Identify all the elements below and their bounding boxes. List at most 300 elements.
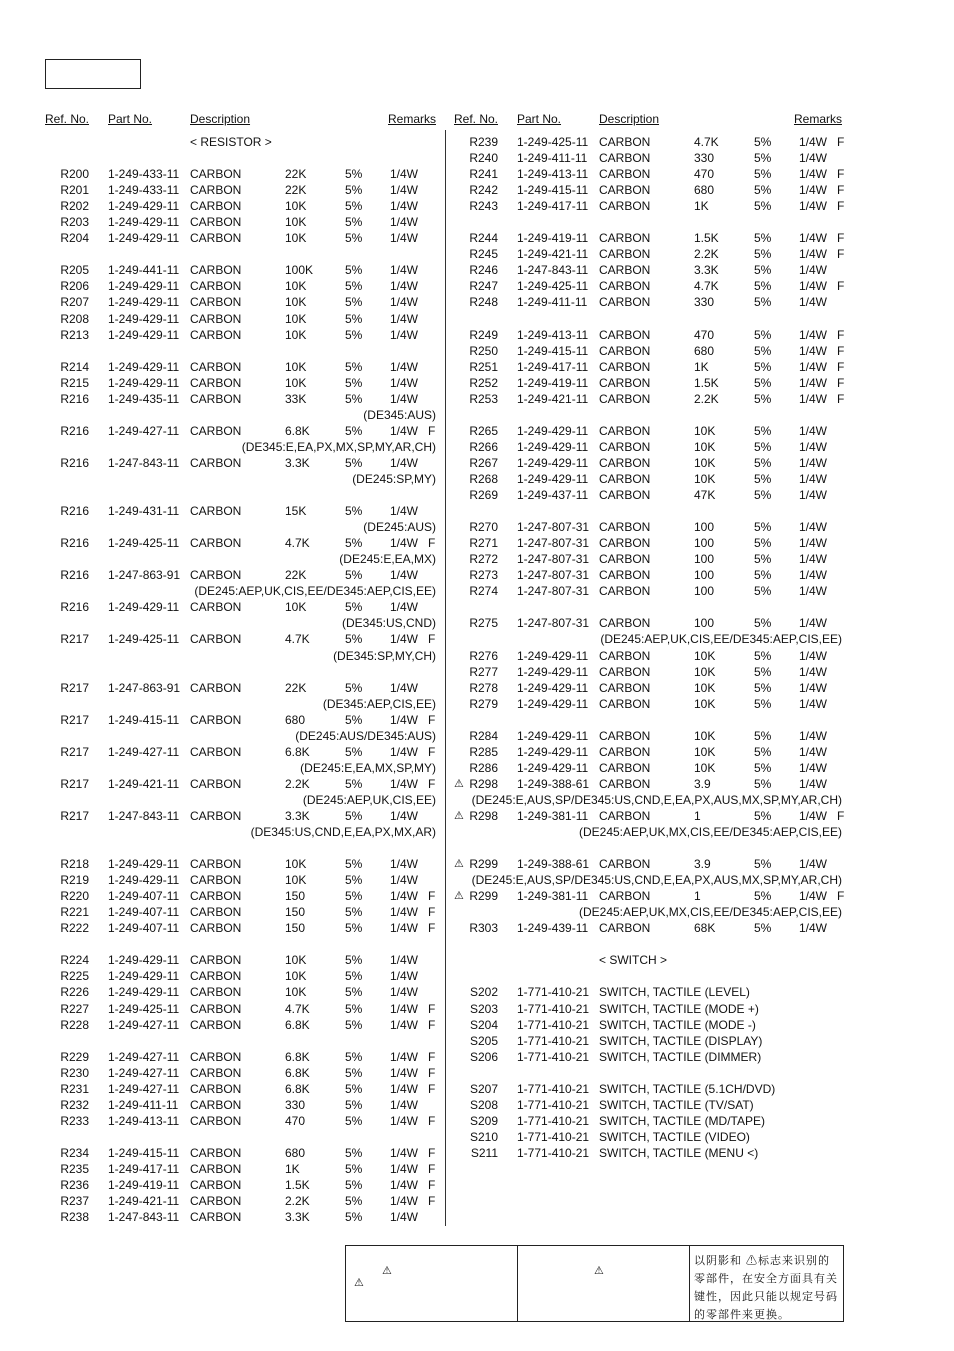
description: CARBON <box>599 568 651 583</box>
value: 1.5K <box>285 1178 310 1193</box>
tolerance: 5% <box>754 439 772 454</box>
ref-no: R216 <box>60 504 89 519</box>
ref-no: R216 <box>60 455 89 470</box>
table-row <box>454 1017 846 1033</box>
ref-no: R267 <box>469 455 498 470</box>
part-no: 1-249-429-11 <box>517 696 589 711</box>
table-row <box>454 198 846 214</box>
wattage: 1/4W <box>390 953 419 968</box>
description: CARBON <box>599 536 651 551</box>
wattage: 1/4W <box>390 199 419 214</box>
wattage: 1/4W <box>799 744 828 759</box>
part-no: 1-249-429-11 <box>517 439 589 454</box>
part-no: 1-247-807-31 <box>517 584 590 599</box>
table-row <box>454 984 846 1000</box>
part-no: 1-249-429-11 <box>517 455 589 470</box>
section-heading <box>45 134 440 150</box>
flameproof-mark: F <box>428 1049 436 1064</box>
description: CARBON <box>599 552 651 567</box>
tolerance: 5% <box>345 1065 363 1080</box>
ref-no: R207 <box>60 295 89 310</box>
ref-no: R206 <box>60 279 89 294</box>
destination-remarks: (DE345:AUS) <box>363 407 436 422</box>
tolerance: 5% <box>754 664 772 679</box>
description: CARBON <box>190 1001 242 1016</box>
table-row <box>454 246 846 262</box>
value: 680 <box>285 1145 306 1160</box>
part-no: 1-249-421-11 <box>517 391 589 406</box>
description: CARBON <box>190 167 242 182</box>
ref-no: R229 <box>60 1049 89 1064</box>
value: 100 <box>694 536 715 551</box>
wattage: 1/4W <box>799 247 828 262</box>
table-row <box>454 134 846 150</box>
description: CARBON <box>190 455 242 470</box>
part-no: 1-249-429-11 <box>108 327 180 342</box>
description: CARBON <box>190 969 242 984</box>
spacer-row <box>45 1033 440 1049</box>
remarks-row <box>45 728 440 744</box>
tolerance: 5% <box>345 1081 363 1096</box>
spacer-row <box>45 246 440 262</box>
tolerance: 5% <box>345 359 363 374</box>
wattage: 1/4W <box>799 921 828 936</box>
table-row <box>454 535 846 551</box>
part-no: 1-771-410-21 <box>517 1113 590 1128</box>
description: CARBON <box>190 215 242 230</box>
remarks-row <box>454 904 846 920</box>
wattage: 1/4W <box>390 391 419 406</box>
remarks-row <box>45 615 440 631</box>
spacer-row <box>454 712 846 728</box>
description: CARBON <box>190 873 242 888</box>
description: SWITCH, TACTILE (TV/SAT) <box>599 1097 754 1112</box>
part-no: 1-249-429-11 <box>108 231 180 246</box>
ref-no: R241 <box>469 167 498 182</box>
header-description: Description <box>599 112 660 126</box>
value: 10K <box>285 969 307 984</box>
description: CARBON <box>599 455 651 470</box>
wattage: 1/4W <box>799 728 828 743</box>
table-row <box>45 808 440 824</box>
header-remarks: Remarks <box>793 112 842 126</box>
table-row <box>454 1081 846 1097</box>
ref-no: S202 <box>469 985 498 1000</box>
tolerance: 5% <box>754 648 772 663</box>
section-title: < RESISTOR > <box>190 135 272 149</box>
table-row <box>45 535 440 551</box>
flameproof-mark: F <box>837 135 845 149</box>
flameproof-mark: F <box>428 1017 436 1032</box>
spacer-row <box>45 840 440 856</box>
ref-no: R237 <box>60 1194 89 1209</box>
part-no: 1-249-429-11 <box>108 199 180 214</box>
part-no: 1-249-417-11 <box>517 199 589 214</box>
value: 100 <box>694 520 715 535</box>
ref-no: R217 <box>60 744 89 759</box>
tolerance: 5% <box>754 808 772 823</box>
table-row <box>454 888 846 904</box>
tolerance: 5% <box>345 969 363 984</box>
wattage: 1/4W <box>799 167 828 182</box>
description: CARBON <box>190 744 242 759</box>
tolerance: 5% <box>754 744 772 759</box>
part-no: 1-249-429-11 <box>517 680 589 695</box>
value: 470 <box>694 327 715 342</box>
table-row <box>454 359 846 375</box>
ref-no: R222 <box>60 921 89 936</box>
table-row <box>45 214 440 230</box>
wattage: 1/4W <box>799 263 828 278</box>
tolerance: 5% <box>754 455 772 470</box>
value: 10K <box>285 215 307 230</box>
part-no: 1-249-419-11 <box>517 231 589 246</box>
part-no: 1-249-413-11 <box>517 167 589 182</box>
spacer-row <box>454 840 846 856</box>
table-row <box>45 712 440 728</box>
description: CARBON <box>190 199 242 214</box>
table-row <box>45 1193 440 1209</box>
part-no: 1-249-411-11 <box>517 295 588 310</box>
wattage: 1/4W <box>799 359 828 374</box>
note-cell-chinese: 以阴影和 ⚠标志来识别的零部件，在安全方面具有关键性，因此只能以规定号码的零部件来更换。 <box>694 1255 838 1321</box>
part-no: 1-249-429-11 <box>108 600 180 615</box>
ref-no: S205 <box>469 1033 498 1048</box>
ref-no: R238 <box>60 1210 89 1225</box>
table-row <box>454 680 846 696</box>
ref-no: S207 <box>469 1081 498 1096</box>
destination-remarks: (DE245:AEP,UK,MX,CIS,EE/DE345:AEP,CIS,EE) <box>578 825 842 840</box>
value: 6.8K <box>285 1081 310 1096</box>
table-row <box>45 920 440 936</box>
ref-no: R274 <box>469 584 498 599</box>
value: 15K <box>285 504 307 519</box>
part-no: 1-249-425-11 <box>517 135 589 149</box>
part-no: 1-249-381-11 <box>517 889 589 904</box>
flameproof-mark: F <box>837 359 845 374</box>
spacer-row <box>454 407 846 423</box>
table-row <box>45 680 440 696</box>
remarks-row <box>45 792 440 808</box>
wattage: 1/4W <box>390 776 419 791</box>
part-no: 1-249-433-11 <box>108 167 180 182</box>
flameproof-mark: F <box>428 889 436 904</box>
part-no: 1-249-381-11 <box>517 808 589 823</box>
table-row <box>454 615 846 631</box>
wattage: 1/4W <box>390 808 419 823</box>
part-no: 1-771-410-21 <box>517 1129 590 1144</box>
value: 10K <box>285 985 307 1000</box>
wattage: 1/4W <box>799 455 828 470</box>
tolerance: 5% <box>754 359 772 374</box>
ref-no: R247 <box>469 279 498 294</box>
tolerance: 5% <box>345 423 363 438</box>
remarks-row <box>45 519 440 535</box>
wattage: 1/4W <box>390 1049 419 1064</box>
ref-no: S211 <box>470 1145 498 1160</box>
spacer-row <box>454 214 846 230</box>
description: CARBON <box>190 1178 242 1193</box>
tolerance: 5% <box>345 167 363 182</box>
table-row <box>45 230 440 246</box>
value: 4.7K <box>285 536 310 551</box>
destination-remarks: (DE345:US,CND) <box>341 616 436 631</box>
part-no: 1-249-417-11 <box>108 1162 180 1176</box>
wattage: 1/4W <box>390 231 419 246</box>
part-no: 1-249-411-11 <box>517 151 588 166</box>
tolerance: 5% <box>345 873 363 888</box>
value: 150 <box>285 889 306 904</box>
part-no: 1-249-425-11 <box>108 1001 180 1016</box>
wattage: 1/4W <box>390 857 419 872</box>
flameproof-mark: F <box>428 536 436 551</box>
spacer-row <box>45 343 440 359</box>
table-row <box>45 1145 440 1161</box>
table-row <box>454 744 846 760</box>
description: CARBON <box>190 1065 242 1080</box>
description: CARBON <box>599 808 651 823</box>
description: CARBON <box>190 680 242 695</box>
ref-no: R221 <box>60 905 89 920</box>
destination-remarks: (DE245:E,AUS,SP/DE345:US,CND,E,EA,PX,AUS,MX,SP,MY,AR,CH) <box>471 873 842 888</box>
value: 1 <box>694 808 701 823</box>
table-row <box>45 744 440 760</box>
description: CARBON <box>599 664 651 679</box>
description: CARBON <box>190 359 242 374</box>
value: 3.3K <box>694 263 719 278</box>
tolerance: 5% <box>754 135 772 149</box>
part-no: 1-249-421-11 <box>108 1194 180 1209</box>
destination-remarks: (DE245:AEP,UK,CIS,EE/DE345:AEP,CIS,EE) <box>194 584 436 599</box>
ref-no: R240 <box>469 151 498 166</box>
description: CARBON <box>190 1162 242 1176</box>
part-no: 1-247-843-11 <box>108 455 180 470</box>
warning-icon: ⚠ <box>454 890 464 903</box>
note-cell-english <box>346 1246 518 1321</box>
remarks-row <box>454 631 846 647</box>
wattage: 1/4W <box>799 584 828 599</box>
tolerance: 5% <box>345 680 363 695</box>
remarks-row <box>45 696 440 712</box>
value: 10K <box>285 873 307 888</box>
tolerance: 5% <box>345 199 363 214</box>
header-ref-no: Ref. No. <box>454 112 499 126</box>
description: CARBON <box>190 1194 242 1209</box>
value: 3.3K <box>285 455 310 470</box>
table-row <box>45 166 440 182</box>
wattage: 1/4W <box>390 744 419 759</box>
table-row <box>454 1001 846 1017</box>
description: CARBON <box>599 359 651 374</box>
part-no: 1-249-388-61 <box>517 857 590 872</box>
table-row <box>45 294 440 310</box>
wattage: 1/4W <box>799 471 828 486</box>
part-no: 1-249-413-11 <box>517 327 589 342</box>
description: CARBON <box>599 728 651 743</box>
value: 6.8K <box>285 744 310 759</box>
table-row <box>45 311 440 327</box>
ref-no: R271 <box>469 536 498 551</box>
wattage: 1/4W <box>799 343 828 358</box>
tolerance: 5% <box>345 776 363 791</box>
part-no: 1-249-429-11 <box>108 953 180 968</box>
spacer-row <box>45 936 440 952</box>
flameproof-mark: F <box>428 921 436 936</box>
table-row <box>45 1017 440 1033</box>
description: CARBON <box>190 568 242 583</box>
tolerance: 5% <box>345 808 363 823</box>
wattage: 1/4W <box>390 985 419 1000</box>
tolerance: 5% <box>754 199 772 214</box>
spacer-row <box>45 664 440 680</box>
value: 680 <box>694 183 715 198</box>
part-no: 1-771-410-21 <box>517 1001 590 1016</box>
value: 10K <box>694 439 716 454</box>
wattage: 1/4W <box>799 375 828 390</box>
table-row <box>454 327 846 343</box>
ref-no: R217 <box>60 680 89 695</box>
left-column <box>45 112 440 1225</box>
destination-remarks: (DE345:US,CND,E,EA,PX,MX,AR) <box>250 825 436 840</box>
wattage: 1/4W <box>390 969 419 984</box>
destination-remarks: (DE345:AEP,CIS,EE) <box>322 696 436 711</box>
remarks-row <box>45 439 440 455</box>
ref-no: R242 <box>469 183 498 198</box>
table-row <box>45 1065 440 1081</box>
ref-no: R228 <box>60 1017 89 1032</box>
table-row <box>454 648 846 664</box>
ref-no: S203 <box>469 1001 498 1016</box>
wattage: 1/4W <box>390 375 419 390</box>
value: 2.2K <box>694 391 719 406</box>
part-no: 1-247-843-11 <box>108 1210 180 1225</box>
table-row <box>45 1081 440 1097</box>
header-description: Description <box>190 112 251 126</box>
wattage: 1/4W <box>799 760 828 775</box>
table-row <box>454 166 846 182</box>
value: 10K <box>694 680 716 695</box>
tolerance: 5% <box>754 584 772 599</box>
tolerance: 5% <box>754 343 772 358</box>
wattage: 1/4W <box>390 423 419 438</box>
flameproof-mark: F <box>428 1113 436 1128</box>
part-no: 1-249-435-11 <box>108 391 180 406</box>
spacer-row <box>454 503 846 519</box>
ref-no: R205 <box>60 263 89 278</box>
wattage: 1/4W <box>390 873 419 888</box>
value: 4.7K <box>285 632 310 647</box>
tolerance: 5% <box>754 375 772 390</box>
warning-icon: ⚠ <box>454 777 464 790</box>
table-row <box>454 471 846 487</box>
ref-no: R220 <box>60 889 89 904</box>
ref-no: R299 <box>469 857 498 872</box>
tolerance: 5% <box>345 1145 363 1160</box>
description: CARBON <box>190 1081 242 1096</box>
wattage: 1/4W <box>799 391 828 406</box>
value: 680 <box>285 712 306 727</box>
table-row <box>45 1001 440 1017</box>
wattage: 1/4W <box>390 215 419 230</box>
description: CARBON <box>190 263 242 278</box>
table-row <box>45 278 440 294</box>
value: 4.7K <box>694 135 719 149</box>
value: 10K <box>694 696 716 711</box>
remarks-row <box>45 760 440 776</box>
wattage: 1/4W <box>390 311 419 326</box>
part-no: 1-249-425-11 <box>517 279 589 294</box>
wattage: 1/4W <box>390 359 419 374</box>
wattage: 1/4W <box>390 263 419 278</box>
value: 330 <box>694 151 715 166</box>
tolerance: 5% <box>754 728 772 743</box>
table-row <box>45 776 440 792</box>
ref-no: R278 <box>469 680 498 695</box>
ref-no: R230 <box>60 1065 89 1080</box>
wattage: 1/4W <box>390 905 419 920</box>
wattage: 1/4W <box>799 135 828 149</box>
remarks-row <box>454 872 846 888</box>
wattage: 1/4W <box>390 327 419 342</box>
value: 10K <box>285 295 307 310</box>
part-no: 1-249-427-11 <box>108 1049 180 1064</box>
description: SWITCH, TACTILE (DISPLAY) <box>599 1033 763 1048</box>
tolerance: 5% <box>754 760 772 775</box>
safety-note-box <box>345 1245 844 1322</box>
ref-no: R253 <box>469 391 498 406</box>
description: CARBON <box>599 889 651 904</box>
description: CARBON <box>599 696 651 711</box>
description: SWITCH, TACTILE (MODE +) <box>599 1001 759 1016</box>
tolerance: 5% <box>754 183 772 198</box>
destination-remarks: (DE245:AUS) <box>363 520 436 535</box>
part-no: 1-249-429-11 <box>108 969 180 984</box>
value: 22K <box>285 183 307 198</box>
section-title: < SWITCH > <box>599 953 668 968</box>
table-row <box>454 1097 846 1113</box>
description: CARBON <box>190 536 242 551</box>
tolerance: 5% <box>345 1210 363 1225</box>
wattage: 1/4W <box>799 488 828 503</box>
value: 22K <box>285 167 307 182</box>
table-row <box>45 984 440 1000</box>
description: CARBON <box>190 953 242 968</box>
ref-no: R284 <box>469 728 498 743</box>
destination-remarks: (DE245:E,AUS,SP/DE345:US,CND,E,EA,PX,AUS,MX,SP,MY,AR,CH) <box>471 792 842 807</box>
part-no: 1-249-421-11 <box>517 247 589 262</box>
wattage: 1/4W <box>799 648 828 663</box>
value: 10K <box>694 648 716 663</box>
ref-no: R216 <box>60 600 89 615</box>
wattage: 1/4W <box>799 616 828 631</box>
table-row <box>454 808 846 824</box>
table-row <box>454 1129 846 1145</box>
ref-no: S208 <box>469 1097 498 1112</box>
table-row <box>45 1161 440 1177</box>
value: 1K <box>694 199 709 214</box>
ref-no: R216 <box>60 536 89 551</box>
tolerance: 5% <box>345 1017 363 1032</box>
description: SWITCH, TACTILE (5.1CH/DVD) <box>599 1081 776 1096</box>
description: CARBON <box>190 295 242 310</box>
ref-no: R303 <box>469 921 498 936</box>
part-no: 1-249-425-11 <box>108 536 180 551</box>
description: CARBON <box>190 1097 242 1112</box>
part-no: 1-249-441-11 <box>108 263 180 278</box>
description: CARBON <box>190 1113 242 1128</box>
flameproof-mark: F <box>837 279 845 294</box>
value: 100K <box>285 263 314 278</box>
